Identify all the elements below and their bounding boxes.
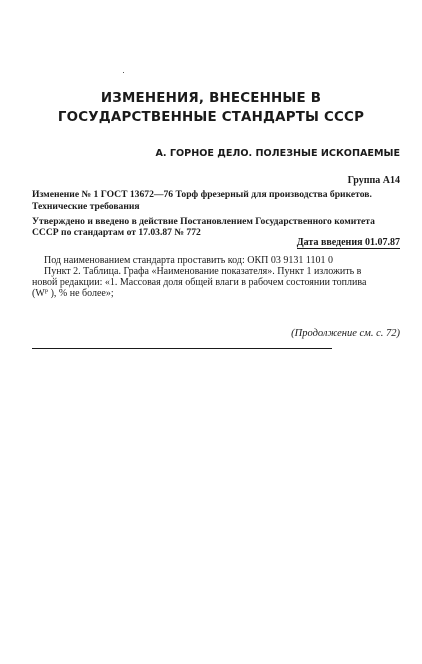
heading-line-2: ГОСУДАРСТВЕННЫЕ СТАНДАРТЫ СССР xyxy=(57,110,365,125)
scan-speck xyxy=(123,72,124,73)
heading-line-1: ИЗМЕНЕНИЯ, ВНЕСЕННЫЕ В xyxy=(100,91,322,106)
body-line-3: новой редакции: «1. Массовая доля общей влаги в рабочем состоянии топлива xyxy=(32,277,367,288)
approval-line-1: Утверждено и введено в действие Постановлением Государственного комитета xyxy=(32,216,375,227)
change-title-line-2: Технические требования xyxy=(32,201,140,212)
body-line-1: Под наименованием стандарта проставить код: ОКП 03 9131 1101 0 xyxy=(44,255,333,266)
effective-date: Дата введения 01.07.87 xyxy=(296,237,400,248)
body-line-4: (Wᴾ ), % не более»; xyxy=(32,288,114,299)
change-title-line-1: Изменение № 1 ГОСТ 13672—76 Торф фрезерный для производства брикетов. xyxy=(32,189,372,200)
continued-note: (Продолжение см. с. 72) xyxy=(291,328,400,339)
section-title: А. ГОРНОЕ ДЕЛО. ПОЛЕЗНЫЕ ИСКОПАЕМЫЕ xyxy=(155,148,400,159)
body-line-2: Пункт 2. Таблица. Графа «Наименование показателя». Пункт 1 изложить в xyxy=(44,266,362,277)
group-code: Группа А14 xyxy=(347,175,400,186)
approval-line-2: СССР по стандартам от 17.03.87 № 772 xyxy=(32,227,201,238)
footer-rule xyxy=(32,348,332,349)
